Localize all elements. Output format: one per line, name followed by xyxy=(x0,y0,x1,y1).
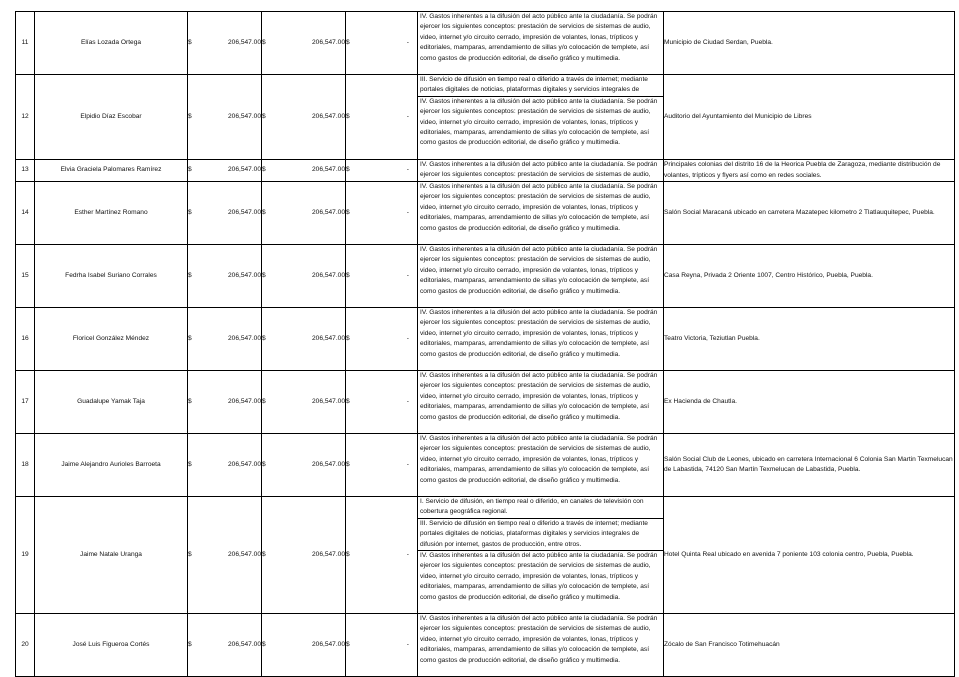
beneficiary-name: Elías Lozada Ortega xyxy=(35,12,188,75)
remaining-amount: $ - xyxy=(346,75,418,160)
beneficiary-name: Floricel González Méndez xyxy=(35,308,188,371)
row-number: 16 xyxy=(16,308,35,371)
approved-amount: $ 206,547.00 xyxy=(188,75,262,160)
beneficiary-name: Jaime Natale Uranga xyxy=(35,497,188,614)
concept-iv-text: IV. Gastos inherentes a la difusión del acto público ante la ciudadanía. Se podrán ejercer los siguientes conceptos: prestación de servicios de sistemas de audio, video, internet y/o circuito cerrado, impresión de volantes, lonas, trípticos y editoriales, mamparas, arrendamiento de sillas y/o colocación de templete, así como gastos de producción editorial, de diseño gráfico y multimedia. xyxy=(420,372,658,421)
approved-amount: $ 206,547.00 xyxy=(188,497,262,614)
beneficiary-name: Guadalupe Yamak Taja xyxy=(35,371,188,434)
table-row xyxy=(16,371,955,434)
event-location: Hotel Quinta Real ubicado en avenida 7 poniente 103 colonia centro, Puebla, Puebla. xyxy=(664,497,955,614)
concept-iv-text: IV. Gastos inherentes a la difusión del acto público ante la ciudadanía. Se podrán ejercer los siguientes conceptos: prestación de servicios de sistemas de audio, video, internet y/o circuito cerrado, impresión de volantes, lonas, trípticos y editoriales, mamparas, arrendamiento de sillas y/o colocación de templete, así como gastos de producción editorial, de diseño gráfico y multimedia. xyxy=(420,615,658,664)
spent-amount: $ 206,547.00 xyxy=(262,160,346,182)
table-row xyxy=(16,614,955,677)
concept-iii-text: III. Servicio de difusión en tiempo real o diferido a través de internet; mediante portales digitales de noticias, plataformas digitales y servicios integrales de xyxy=(420,76,648,94)
concepts-cell xyxy=(418,160,664,182)
concept-iv-text: IV. Gastos inherentes a la difusión del acto público ante la ciudadanía. Se podrán ejercer los siguientes conceptos: prestación de servicios de sistemas de audio, video, internet y/o circuito cerrado, impresión de volantes, lonas, trípticos y editoriales, mamparas, arrendamiento de sillas y/o colocación de templete, así como gastos de producción editorial, de diseño gráfico y multimedia. xyxy=(420,13,658,62)
concept-iv-text: IV. Gastos inherentes a la difusión del acto público ante la ciudadanía. Se podrán ejercer los siguientes conceptos: prestación de servicios de sistemas de audio, video, internet y/o circuito cerrado, impresión de volantes, lonas, trípticos y editoriales, mamparas, arrendamiento de sillas y/o colocación de templete, así como gastos de producción editorial, de diseño gráfico y multimedia. xyxy=(418,550,663,603)
table-row xyxy=(16,245,955,308)
concept-i-text: I. Servicio de difusión, en tiempo real o diferido, en canales de televisión con cobertura geográfica regional. xyxy=(420,498,644,516)
row-number: 15 xyxy=(16,245,35,308)
table-row xyxy=(16,160,955,182)
approved-amount: $ 206,547.00 xyxy=(188,308,262,371)
beneficiary-name: José Luis Figueroa Cortés xyxy=(35,614,188,677)
remaining-amount: $ - xyxy=(346,308,418,371)
row-number: 19 xyxy=(16,497,35,614)
concepts-cell xyxy=(418,308,664,371)
concept-iv-text: IV. Gastos inherentes a la difusión del acto público ante la ciudadanía. Se podrán ejercer los siguientes conceptos: prestación de servicios de sistemas de audio, video, internet y/o circuito cerrado, impresión de volantes, lonas, trípticos y editoriales, mamparas, arrendamiento de sillas y/o colocación de templete, así como gastos de producción editorial, de diseño gráfico y multimedia. xyxy=(420,183,658,232)
concepts-cell xyxy=(418,75,664,160)
event-location: Principales colonias del distrito 16 de la Heorica Puebla de Zaragoza, mediante distribución de volantes, trípticos y flyers así como en redes sociales. xyxy=(664,160,955,182)
row-number: 18 xyxy=(16,434,35,497)
concepts-cell xyxy=(418,245,664,308)
spent-amount: $ 206,547.00 xyxy=(262,308,346,371)
concepts-cell xyxy=(418,434,664,497)
table-row xyxy=(16,308,955,371)
event-location: Teatro Victoria, Teziutlan Puebla. xyxy=(664,308,955,371)
table-row xyxy=(16,497,955,614)
row-number: 11 xyxy=(16,12,35,75)
approved-amount: $ 206,547.00 xyxy=(188,614,262,677)
table-row xyxy=(16,434,955,497)
concepts-cell xyxy=(418,614,664,677)
spent-amount: $ 206,547.00 xyxy=(262,434,346,497)
remaining-amount: $ - xyxy=(346,497,418,614)
concept-iii-text: III. Servicio de difusión en tiempo real o diferido a través de internet; mediante portales digitales de noticias, plataformas digitales y servicios integrales de difusión por internet, gastos de producción, entre otros. xyxy=(418,518,663,550)
remaining-amount: $ - xyxy=(346,245,418,308)
spent-amount: $ 206,547.00 xyxy=(262,614,346,677)
approved-amount: $ 206,547.00 xyxy=(188,245,262,308)
remaining-amount: $ - xyxy=(346,182,418,245)
remaining-amount: $ - xyxy=(346,371,418,434)
concepts-cell xyxy=(418,497,664,614)
spent-amount: $ 206,547.00 xyxy=(262,371,346,434)
beneficiary-name: Jaime Alejandro Aurioles Barroeta xyxy=(35,434,188,497)
concepts-cell xyxy=(418,12,664,75)
spent-amount: $ 206,547.00 xyxy=(262,245,346,308)
row-number: 13 xyxy=(16,160,35,182)
beneficiary-name: Elvia Graciela Palomares Ramírez xyxy=(35,160,188,182)
concepts-cell xyxy=(418,182,664,245)
concept-iv-text: IV. Gastos inherentes a la difusión del acto público ante la ciudadanía. Se podrán ejercer los siguientes conceptos: prestación de servicios de sistemas de audio, xyxy=(420,161,658,179)
table-row xyxy=(16,12,955,75)
event-location: Ex Hacienda de Chautla. xyxy=(664,371,955,434)
beneficiary-name: Elpidio Díaz Escobar xyxy=(35,75,188,160)
remaining-amount: $ - xyxy=(346,12,418,75)
spent-amount: $ 206,547.00 xyxy=(262,497,346,614)
event-location: Casa Reyna, Privada 2 Oriente 1007, Centro Histórico, Puebla, Puebla. xyxy=(664,245,955,308)
row-number: 17 xyxy=(16,371,35,434)
beneficiary-name: Esther Martínez Romano xyxy=(35,182,188,245)
event-location: Salón Social Club de Leones, ubicado en carretera Internacional 6 Colonia San Martin Texmelucan de Labastida, 74120 San Martín Texmelucan de Labastida, Puebla. xyxy=(664,434,955,497)
event-location: Salón Social Maracaná ubicado en carretera Mazatepec kilometro 2 Tlatlauquitepec, Puebla. xyxy=(664,182,955,245)
table-row xyxy=(16,75,955,160)
event-location: Auditorio del Ayuntamiento del Municipio de Libres xyxy=(664,75,955,160)
event-location: Municipio de Ciudad Serdan, Puebla. xyxy=(664,12,955,75)
concept-iv-text: IV. Gastos inherentes a la difusión del acto público ante la ciudadanía. Se podrán ejercer los siguientes conceptos: prestación de servicios de sistemas de audio, video, internet y/o circuito cerrado, impresión de volantes, lonas, trípticos y editoriales, mamparas, arrendamiento de sillas y/o colocación de templete, así como gastos de producción editorial, de diseño gráfico y multimedia. xyxy=(420,435,658,484)
concept-iv-text: IV. Gastos inherentes a la difusión del acto público ante la ciudadanía. Se podrán ejercer los siguientes conceptos: prestación de servicios de sistemas de audio, video, internet y/o circuito cerrado, impresión de volantes, lonas, trípticos y editoriales, mamparas, arrendamiento de sillas y/o colocación de templete, así como gastos de producción editorial, de diseño gráfico y multimedia. xyxy=(418,96,663,149)
concepts-cell xyxy=(418,371,664,434)
approved-amount: $ 206,547.00 xyxy=(188,434,262,497)
event-location: Zócalo de San Francisco Totimehuacán xyxy=(664,614,955,677)
approved-amount: $ 206,547.00 xyxy=(188,160,262,182)
approved-amount: $ 206,547.00 xyxy=(188,371,262,434)
remaining-amount: $ - xyxy=(346,160,418,182)
spent-amount: $ 206,547.00 xyxy=(262,75,346,160)
approved-amount: $ 206,547.00 xyxy=(188,12,262,75)
approved-amount: $ 206,547.00 xyxy=(188,182,262,245)
spent-amount: $ 206,547.00 xyxy=(262,12,346,75)
concept-iv-text: IV. Gastos inherentes a la difusión del acto público ante la ciudadanía. Se podrán ejercer los siguientes conceptos: prestación de servicios de sistemas de audio, video, internet y/o circuito cerrado, impresión de volantes, lonas, trípticos y editoriales, mamparas, arrendamiento de sillas y/o colocación de templete, así como gastos de producción editorial, de diseño gráfico y multimedia. xyxy=(420,309,658,358)
remaining-amount: $ - xyxy=(346,614,418,677)
expenses-table xyxy=(15,11,955,677)
row-number: 14 xyxy=(16,182,35,245)
table-row xyxy=(16,182,955,245)
spent-amount: $ 206,547.00 xyxy=(262,182,346,245)
concept-iv-text: IV. Gastos inherentes a la difusión del acto público ante la ciudadanía. Se podrán ejercer los siguientes conceptos: prestación de servicios de sistemas de audio, video, internet y/o circuito cerrado, impresión de volantes, lonas, trípticos y editoriales, mamparas, arrendamiento de sillas y/o colocación de templete, así como gastos de producción editorial, de diseño gráfico y multimedia. xyxy=(420,246,658,295)
row-number: 12 xyxy=(16,75,35,160)
remaining-amount: $ - xyxy=(346,434,418,497)
beneficiary-name: Fedrha Isabel Suriano Corrales xyxy=(35,245,188,308)
row-number: 20 xyxy=(16,614,35,677)
